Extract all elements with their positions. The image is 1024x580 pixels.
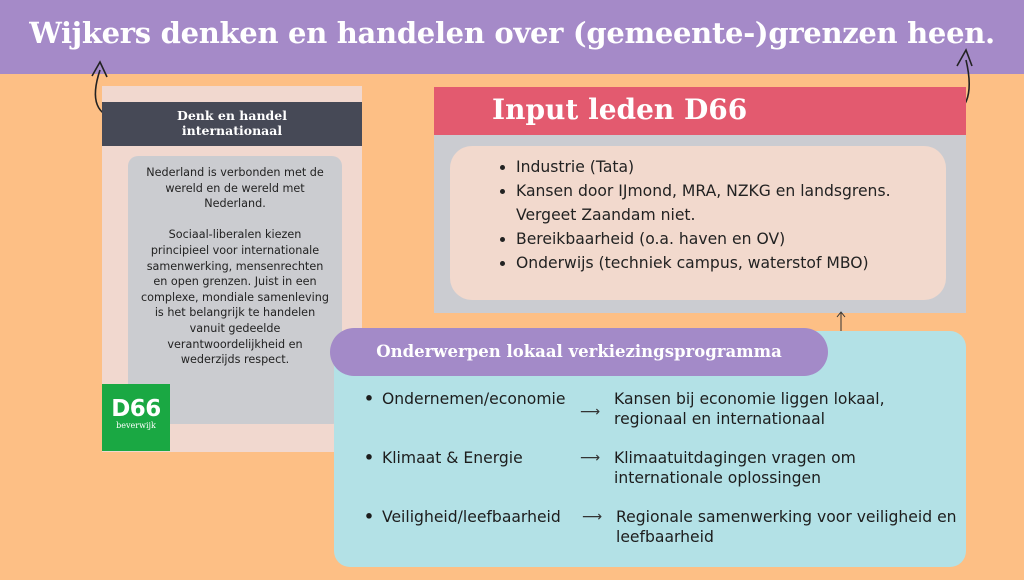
list-item: • Onderwijs (techniek campus, waterstof MBO) [516, 251, 932, 275]
paragraph-2: Sociaal-liberalen kiezen principieel voor internationale samenwerking, mensenrechten en open grenzen. Juist in een complexe, mondiale samenleving is het belangrijk te handelen vanuit gedeelde verantwoordelijkheid en wederzijds respect. [141, 228, 329, 367]
banner-title: Wijkers denken en handelen over (gemeente-)grenzen heen. [29, 16, 995, 50]
d66-logo [102, 384, 170, 451]
logo-main-text: D66 [111, 396, 161, 422]
list-item: • Industrie (Tata) [516, 155, 932, 179]
bullet-icon: • [364, 449, 374, 467]
bullet-icon: • [364, 508, 374, 526]
topic-label: • Veiligheid/leefbaarheid [364, 508, 561, 526]
list-item: • Kansen door IJmond, MRA, NZKG en landsgrens. Vergeet Zaandam niet. [516, 179, 932, 227]
right-arrow-icon: ⟶ [580, 404, 601, 420]
list-item: • Bereikbaarheid (o.a. haven en OV) [516, 227, 932, 251]
internationaal-heading [102, 102, 362, 146]
input-leden-card [434, 87, 966, 313]
heading-line-2: internationaal [181, 123, 283, 138]
topic-label: • Klimaat & Energie [364, 449, 523, 467]
heading-line-1: Denk en handel [176, 108, 287, 123]
right-arrow-icon: ⟶ [580, 450, 601, 466]
topics-title: Onderwerpen lokaal verkiezingsprogramma [330, 328, 828, 376]
topic-description: Kansen bij economie liggen lokaal, regionaal en internationaal [614, 390, 885, 428]
bullet-icon: • [364, 390, 374, 408]
input-leden-list-box [450, 146, 946, 300]
topic-description: Klimaatuitdagingen vragen om internationale oplossingen [614, 449, 856, 487]
input-leden-list [450, 155, 932, 275]
paragraph-1: Nederland is verbonden met de wereld en de wereld met Nederland. [146, 166, 324, 211]
input-leden-title: Input leden D66 [434, 87, 966, 135]
logo-sub-text: beverwijk [116, 421, 156, 430]
topic-description: Regionale samenwerking voor veiligheid en leefbaarheid [616, 508, 957, 546]
right-arrow-icon: ⟶ [582, 509, 603, 525]
topic-label: • Ondernemen/economie [364, 390, 566, 408]
